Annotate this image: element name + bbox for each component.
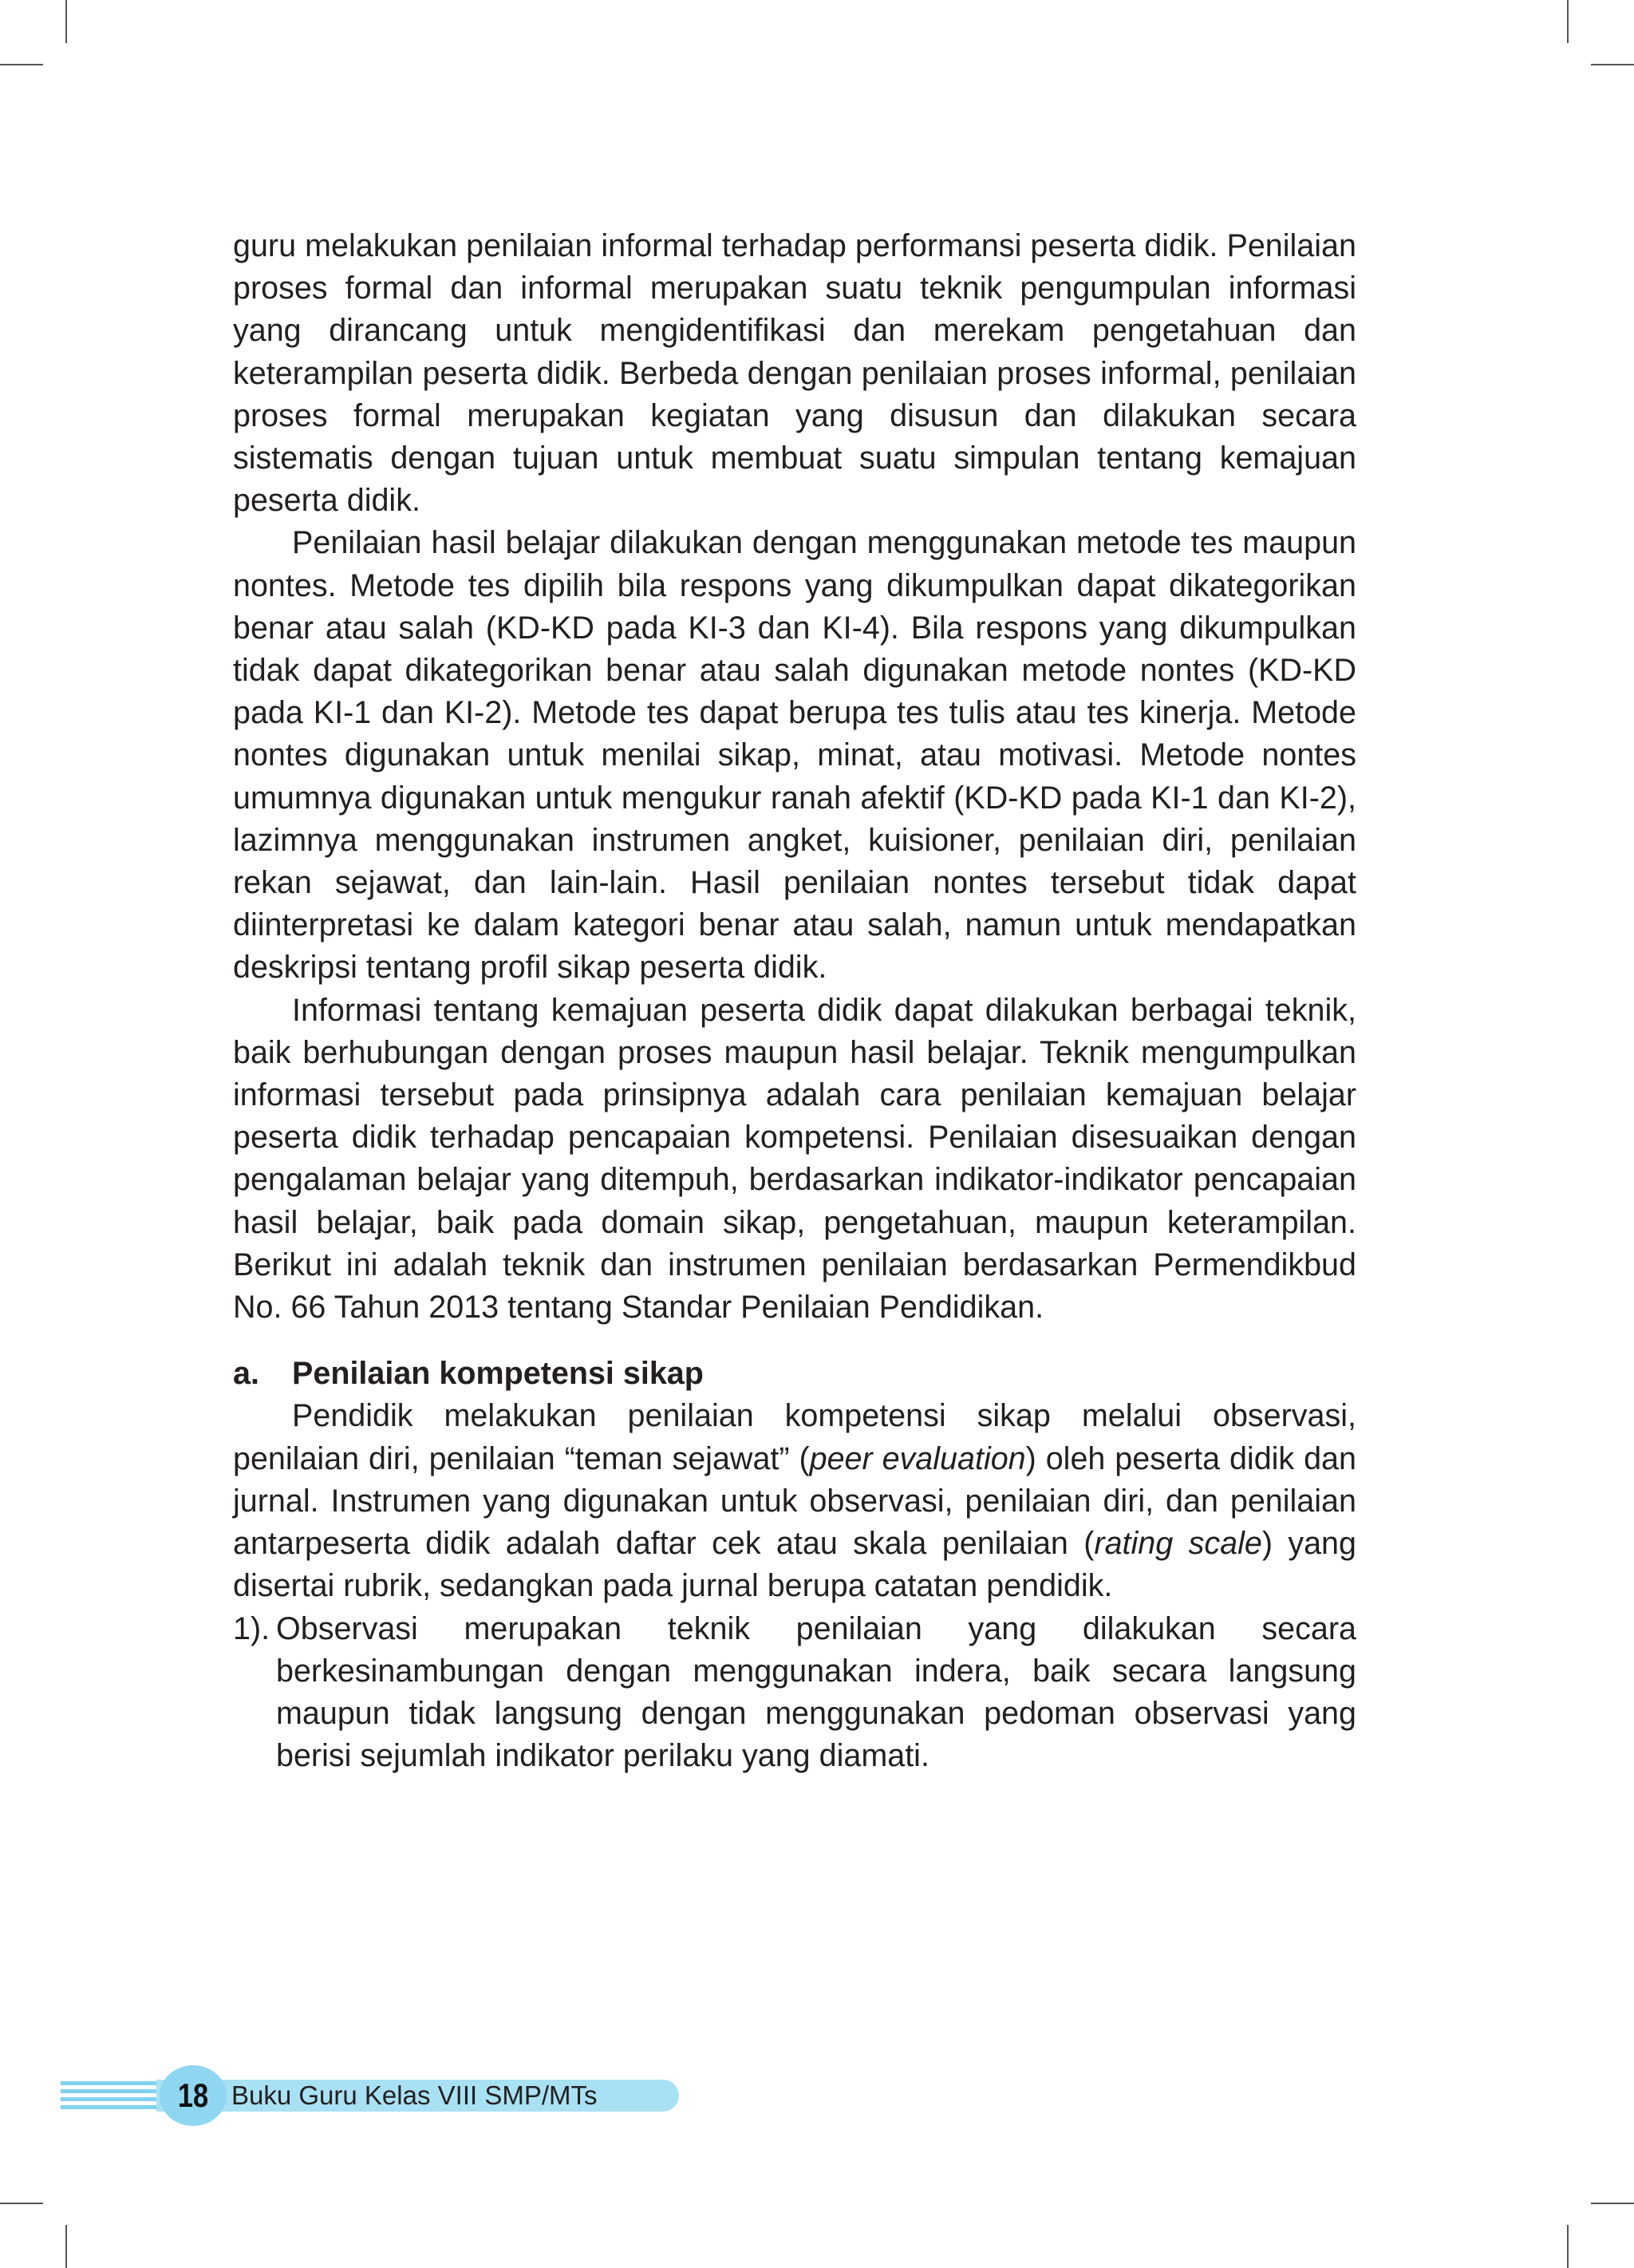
paragraph: Informasi tentang kemajuan peserta didik dapat dilakukan berbagai teknik, baik berhubungan dengan proses maupun hasil belajar. Teknik mengumpulkan informasi tersebut pada prinsipnya adalah cara penilaian kemajuan belajar peserta didik terhadap pencapaian kompetensi. Penilaian disesuaikan dengan pengalaman belajar yang ditempuh, berdasarkan indikator-indikator pencapaian hasil belajar, baik pada domain sikap, pengetahuan, maupun keterampilan. Berikut ini adalah teknik dan instrumen penilaian berdasarkan Permendikbud No. 66 Tahun 2013 tentang Standar Penilaian Pendidikan. — [233, 992, 1356, 1326]
text-run: Pendidik melakukan penilaian kompetensi sikap melalui observasi, penilaian diri, penilaian “teman sejawat” ( — [233, 1398, 1356, 1476]
list-text: Observasi merupakan teknik penilaian yang dilakukan secara berkesinambungan dengan menggunakan indera, baik secara langsung maupun tidak langsung dengan menggunakan pedoman observasi yang berisi sejumlah indikator perilaku yang diamati. — [276, 1610, 1356, 1774]
list-number: 1). — [233, 1610, 270, 1646]
crop-mark — [1591, 64, 1634, 65]
footer-stripe — [61, 2081, 164, 2085]
footer-stripe — [61, 2097, 164, 2101]
book-title: Buku Guru Kelas VIII SMP/MTs — [231, 2080, 598, 2110]
section-title: Penilaian kompetensi sikap — [292, 1356, 704, 1392]
text-run: ) oleh peserta didik dan jurnal. Instrumen yang digunakan untuk observasi, penilaian diri, dan penilaian antarpeserta didik adalah daftar cek atau skala penilaian ( — [233, 1440, 1356, 1562]
crop-mark — [1567, 2225, 1569, 2268]
footer-stripe — [61, 2105, 164, 2109]
page-content — [233, 225, 1356, 1777]
italic-term: peer evaluation — [809, 1440, 1026, 1476]
crop-mark — [0, 64, 43, 65]
list-item — [233, 1608, 1356, 1778]
section-heading — [233, 1353, 1356, 1395]
page-number: 18 — [177, 2076, 209, 2114]
page-footer — [61, 2065, 619, 2121]
crop-mark — [1567, 0, 1569, 43]
crop-mark — [65, 2225, 67, 2268]
paragraph — [233, 1395, 1356, 1607]
section-marker: a. — [233, 1356, 259, 1392]
footer-stripe — [61, 2089, 164, 2093]
crop-mark — [0, 2203, 43, 2204]
crop-mark — [65, 0, 67, 43]
crop-mark — [1591, 2203, 1634, 2204]
paragraph: Penilaian hasil belajar dilakukan dengan menggunakan metode tes maupun nontes. Metode tes dipilih bila respons yang dikumpulkan dapat dikategorikan benar atau salah (KD-KD pada KI-3 dan KI-4). Bila respons yang dikumpulkan tidak dapat dikategorikan benar atau salah digunakan metode nontes (KD-KD pada KI-1 dan KI-2). Metode tes dapat berupa tes tulis atau tes kinerja. Metode nontes digunakan untuk menilai sikap, minat, atau motivasi. Metode nontes umumnya digunakan untuk mengukur ranah afektif (KD-KD pada KI-1 dan KI-2), lazimnya menggunakan instrumen angket, kuisioner, penilaian diri, penilaian rekan sejawat, dan lain-lain. Hasil penilaian nontes tersebut tidak dapat diinterpretasi ke dalam kategori benar atau salah, namun untuk mendapatkan deskripsi tentang profil sikap peserta didik. — [233, 525, 1356, 986]
paragraph: guru melakukan penilaian informal terhadap performansi peserta didik. Penilaian proses formal dan informal merupakan suatu teknik pengumpulan informasi yang dirancang untuk mengidentifikasi dan merekam pengetahuan dan keterampilan peserta didik. Berbeda dengan penilaian proses informal, penilaian proses formal merupakan kegiatan yang disusun dan dilakukan secara sistematis dengan tujuan untuk membuat suatu simpulan tentang kemajuan peserta didik. — [233, 228, 1356, 519]
text-run: ) yang disertai rubrik, sedangkan pada jurnal berupa catatan pendidik. — [233, 1526, 1356, 1604]
italic-term: rating scale — [1094, 1526, 1262, 1562]
